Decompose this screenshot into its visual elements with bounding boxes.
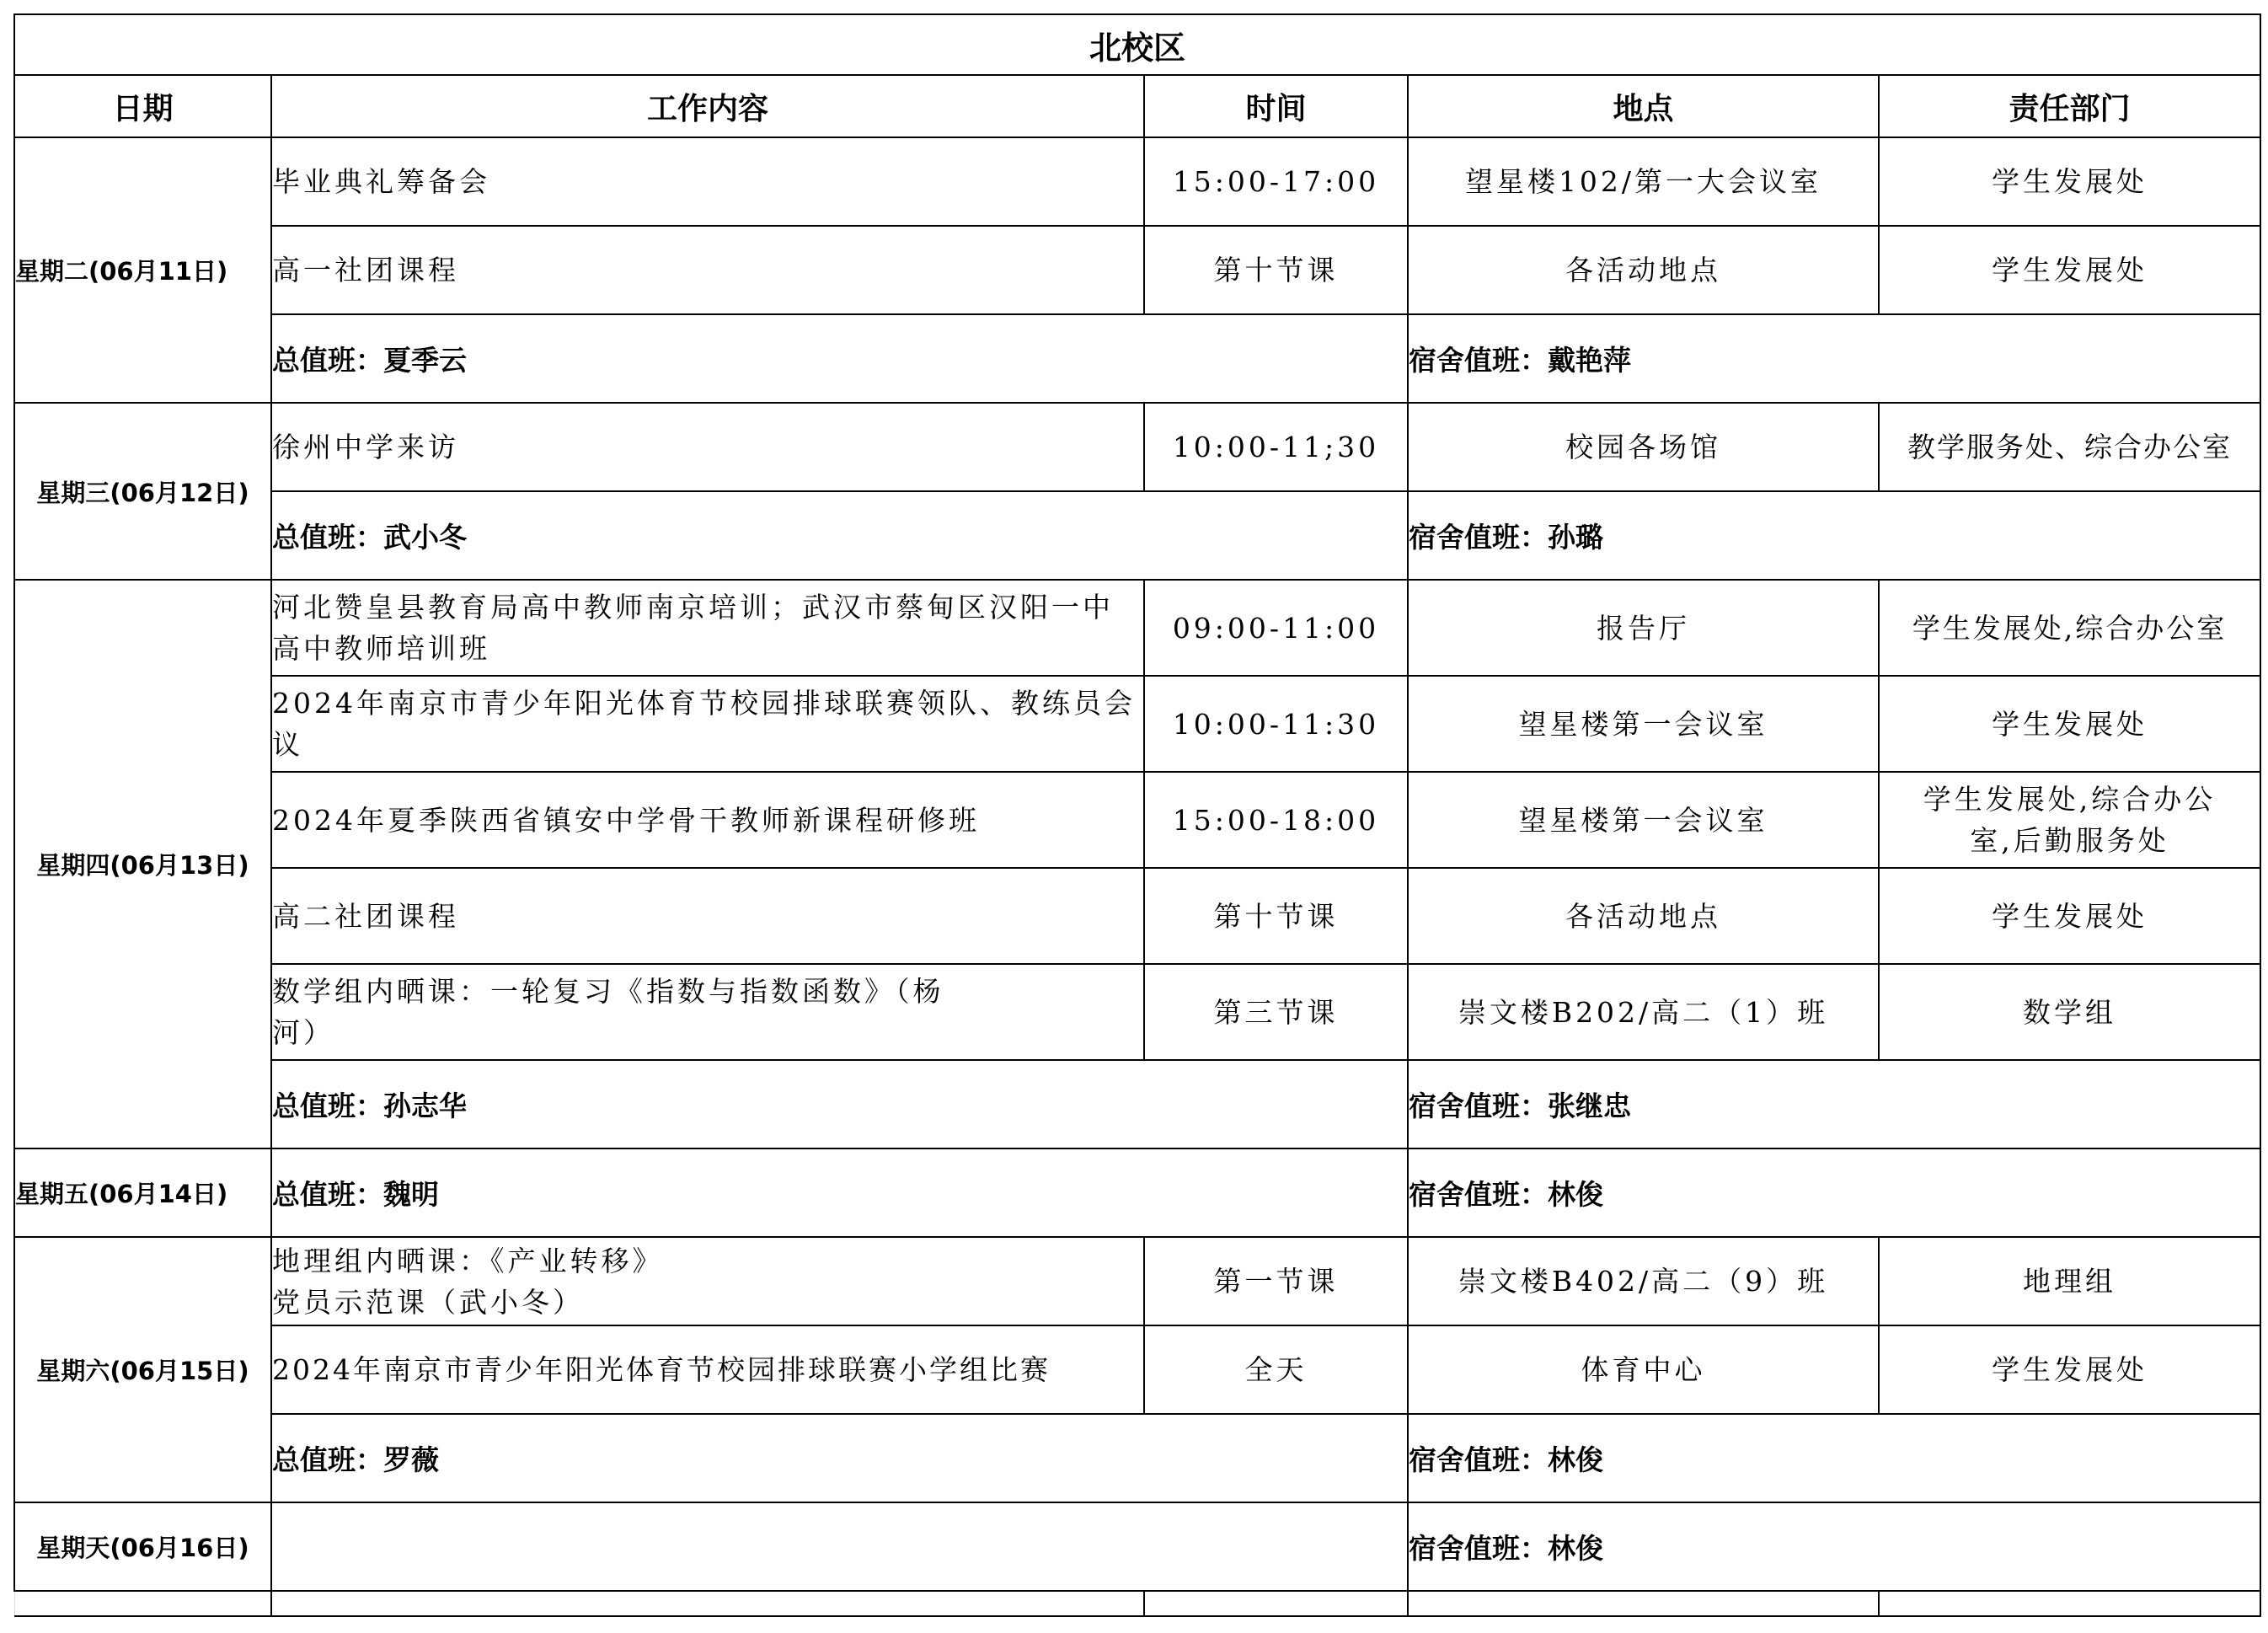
item-dept: 学生发展处 [1879,676,2260,772]
item-content: 高二社团课程 [271,868,1144,964]
item-content: 2024年南京市青少年阳光体育节校园排球联赛领队、教练员会议 [271,676,1144,772]
duty-officer [271,1502,1408,1591]
item-place: 各活动地点 [1408,226,1879,314]
trailing-row [14,1591,2260,1616]
day-date: 星期天(06月16日) [14,1502,271,1591]
item-dept: 学生发展处 [1879,137,2260,226]
duty-officer: 总值班：魏明 [271,1148,1408,1237]
item-time: 09:00-11:00 [1144,580,1408,676]
item-content: 2024年南京市青少年阳光体育节校园排球联赛小学组比赛 [271,1325,1144,1414]
item-place: 望星楼102/第一大会议室 [1408,137,1879,226]
header-place: 地点 [1408,75,1879,137]
day-date: 星期三(06月12日) [14,403,271,580]
dorm-duty: 宿舍值班：张继忠 [1408,1060,2260,1148]
item-time: 10:00-11:30 [1144,676,1408,772]
item-content [271,1237,1144,1325]
item-place: 体育中心 [1408,1325,1879,1414]
day-date: 星期二(06月11日) [14,137,271,403]
duty-officer: 总值班：武小冬 [271,491,1408,580]
dorm-duty: 宿舍值班：林俊 [1408,1148,2260,1237]
item-dept: 地理组 [1879,1237,2260,1325]
item-place: 望星楼第一会议室 [1408,676,1879,772]
dorm-duty: 宿舍值班：林俊 [1408,1502,2260,1591]
duty-officer: 总值班：罗薇 [271,1414,1408,1502]
table-title: 北校区 [14,14,2260,75]
header-dept: 责任部门 [1879,75,2260,137]
duty-officer: 总值班：孙志华 [271,1060,1408,1148]
item-time: 15:00-18:00 [1144,772,1408,868]
item-place: 崇文楼B402/高二（9）班 [1408,1237,1879,1325]
item-place: 各活动地点 [1408,868,1879,964]
item-dept: 数学组 [1879,964,2260,1060]
item-dept: 教学服务处、综合办公室 [1879,403,2260,491]
item-place: 报告厅 [1408,580,1879,676]
duty-officer: 总值班：夏季云 [271,314,1408,403]
schedule-table [13,13,2261,1617]
item-place: 望星楼第一会议室 [1408,772,1879,868]
item-time: 15:00-17:00 [1144,137,1408,226]
header-time: 时间 [1144,75,1408,137]
item-place: 崇文楼B202/高二（1）班 [1408,964,1879,1060]
item-dept: 学生发展处,综合办公室,后勤服务处 [1879,772,2260,868]
item-time: 第十节课 [1144,226,1408,314]
item-content: 2024年夏季陕西省镇安中学骨干教师新课程研修班 [271,772,1144,868]
item-dept: 学生发展处 [1879,1325,2260,1414]
dorm-duty: 宿舍值班：林俊 [1408,1414,2260,1502]
item-content-line: 地理组内晒课：《产业转移》 [272,1244,664,1277]
header-content: 工作内容 [271,75,1144,137]
item-content-line: 党员示范课（武小冬） [272,1285,584,1319]
day-date: 星期六(06月15日) [14,1237,271,1502]
item-dept: 学生发展处 [1879,226,2260,314]
item-content: 河北赞皇县教育局高中教师南京培训；武汉市蔡甸区汉阳一中高中教师培训班 [271,580,1144,676]
item-content: 徐州中学来访 [271,403,1144,491]
item-content: 毕业典礼筹备会 [271,137,1144,226]
item-place: 校园各场馆 [1408,403,1879,491]
item-content: 高一社团课程 [271,226,1144,314]
item-time: 全天 [1144,1325,1408,1414]
item-time: 第一节课 [1144,1237,1408,1325]
day-date: 星期四(06月13日) [14,580,271,1148]
dorm-duty: 宿舍值班：戴艳萍 [1408,314,2260,403]
item-time: 10:00-11;30 [1144,403,1408,491]
item-time: 第三节课 [1144,964,1408,1060]
header-date: 日期 [14,75,271,137]
item-time: 第十节课 [1144,868,1408,964]
dorm-duty: 宿舍值班：孙璐 [1408,491,2260,580]
item-content: 数学组内晒课：一轮复习《指数与指数函数》（杨河） [271,964,1144,1060]
item-dept: 学生发展处,综合办公室 [1879,580,2260,676]
item-dept: 学生发展处 [1879,868,2260,964]
day-date: 星期五(06月14日) [14,1148,271,1237]
